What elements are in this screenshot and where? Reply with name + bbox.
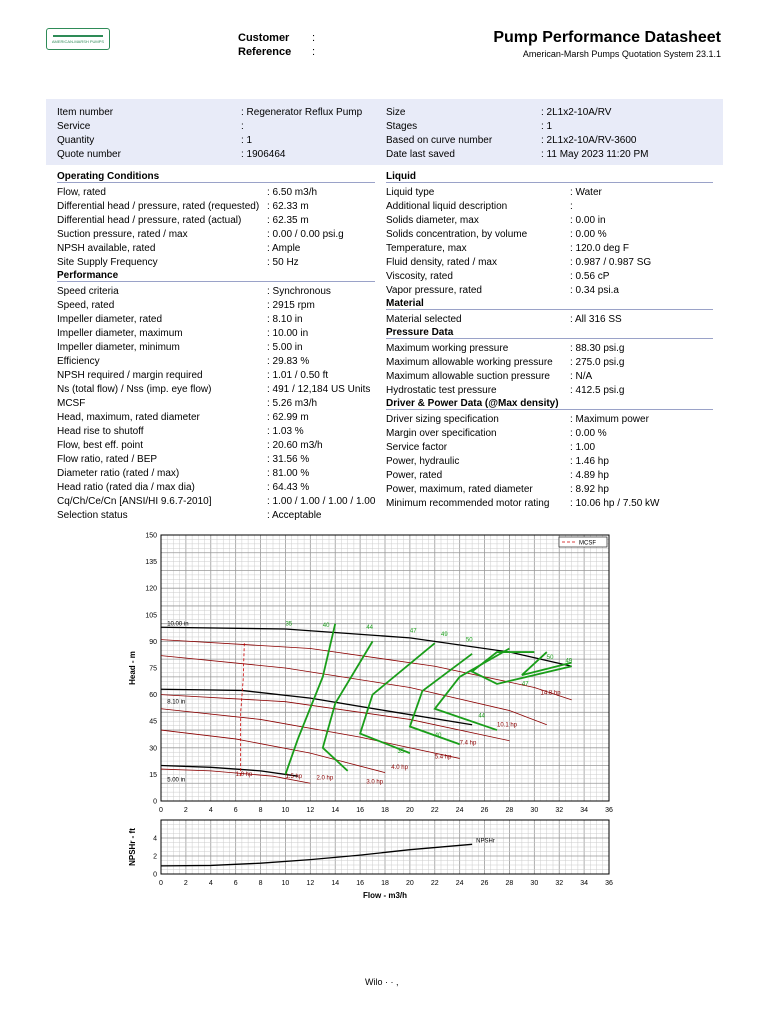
field-label: Cq/Ch/Ce/Cn [ANSI/HI 9.6.7-2010] — [57, 496, 212, 507]
field-value: : 20.60 m3/h — [267, 440, 323, 451]
info-label: Service — [57, 121, 91, 132]
field-label: Power, maximum, rated diameter — [386, 484, 533, 495]
x-tick-label: 0 — [159, 807, 163, 814]
curve-label: 8.10 in — [167, 699, 186, 706]
series-name-label: NPSHr — [476, 838, 495, 845]
y-tick-label: 60 — [149, 692, 157, 700]
field-value: : 0.00 in — [570, 215, 606, 226]
section-title: Liquid — [386, 171, 713, 183]
curve-label: 35 — [397, 749, 405, 756]
field-label: NPSH available, rated — [57, 243, 156, 254]
field-label: Service factor — [386, 442, 448, 453]
field-value: : 1.00 / 1.00 / 1.00 / 1.00 — [267, 496, 376, 507]
field-label: Efficiency — [57, 356, 100, 367]
info-value: : — [241, 121, 244, 132]
x-tick-label: 6 — [233, 807, 238, 814]
field-value: : Water — [570, 187, 602, 198]
info-label: Quote number — [57, 149, 121, 160]
x-tick-label: 12 — [306, 880, 315, 887]
x-tick-label: 34 — [580, 880, 589, 887]
y-tick-label: 45 — [149, 718, 157, 726]
x-tick-label: 28 — [505, 880, 514, 887]
customer-colon: : — [312, 32, 316, 44]
field-value: : 0.00 / 0.00 psi.g — [267, 229, 344, 240]
info-label: Stages — [386, 121, 418, 132]
info-label: Quantity — [57, 135, 95, 146]
field-value: : All 316 SS — [570, 314, 622, 325]
field-value: : 0.987 / 0.987 SG — [570, 257, 652, 268]
x-tick-label: 10 — [281, 807, 290, 814]
y-tick-label: 150 — [145, 532, 157, 540]
field-label: Head, maximum, rated diameter — [57, 412, 200, 423]
logo-text: AMERICAN-MARSH PUMPS — [51, 39, 105, 44]
field-label: Additional liquid description — [386, 201, 508, 212]
section-title: Pressure Data — [386, 327, 713, 339]
reference-colon: : — [312, 46, 316, 58]
field-value: : 5.26 m3/h — [267, 398, 318, 409]
field-value: : 10.06 hp / 7.50 kW — [570, 498, 660, 509]
field-label: Temperature, max — [386, 243, 467, 254]
field-value: : Ample — [267, 243, 301, 254]
x-tick-label: 4 — [208, 807, 213, 814]
field-value: : 10.00 in — [267, 328, 309, 339]
curve-label: 2.0 hp — [316, 775, 334, 782]
field-label: Impeller diameter, rated — [57, 314, 163, 325]
y-tick-label: 0 — [153, 871, 157, 879]
field-label: Head rise to shutoff — [57, 426, 144, 437]
field-label: Power, hydraulic — [386, 456, 460, 467]
curve-label: 4.0 hp — [391, 765, 408, 772]
field-label: NPSH required / margin required — [57, 370, 203, 381]
customer-label: Customer — [238, 32, 290, 44]
field-value: : 88.30 psi.g — [570, 343, 625, 354]
x-tick-label: 14 — [331, 807, 340, 814]
field-value: : Synchronous — [267, 286, 331, 297]
info-value: : 1 — [241, 135, 253, 146]
y-tick-label: 2 — [153, 853, 157, 861]
field-value: : 6.50 m3/h — [267, 187, 318, 198]
field-value: : 2915 rpm — [267, 300, 315, 311]
x-tick-label: 26 — [480, 880, 489, 887]
field-label: Differential head / pressure, rated (actual) — [57, 215, 242, 226]
series-line — [241, 641, 245, 776]
field-value: : 62.33 m — [267, 201, 309, 212]
field-label: Selection status — [57, 510, 128, 521]
field-value: : 31.56 % — [267, 454, 310, 465]
x-tick-label: 36 — [605, 807, 613, 814]
field-label: Speed, rated — [57, 300, 115, 311]
section-title: Driver & Power Data (@Max density) — [386, 398, 713, 410]
curve-label: 40 — [434, 733, 442, 740]
field-label: Hydrostatic test pressure — [386, 385, 497, 396]
field-label: Ns (total flow) / Nss (imp. eye flow) — [57, 384, 212, 395]
y-tick-label: 0 — [153, 798, 157, 806]
info-value: : 1906464 — [241, 149, 286, 160]
x-tick-label: 28 — [505, 807, 514, 814]
field-label: Diameter ratio (rated / max) — [57, 468, 180, 479]
field-label: Power, rated — [386, 470, 443, 481]
field-value: : 62.99 m — [267, 412, 309, 423]
field-label: Fluid density, rated / max — [386, 257, 497, 268]
field-label: Differential head / pressure, rated (requested) — [57, 201, 260, 212]
field-value: : 0.56 cP — [570, 271, 610, 282]
field-value: : 8.92 hp — [570, 484, 609, 495]
info-label: Based on curve number — [386, 135, 493, 146]
x-tick-label: 36 — [605, 880, 613, 887]
x-tick-label: 26 — [480, 807, 489, 814]
field-value: : 8.10 in — [267, 314, 303, 325]
curve-label: 10.1 hp — [497, 722, 518, 729]
curve-label: 40 — [322, 623, 330, 630]
field-label: Flow, best eff. point — [57, 440, 143, 451]
field-label: Solids diameter, max — [386, 215, 479, 226]
x-tick-label: 24 — [455, 807, 464, 814]
x-tick-label: 4 — [208, 880, 213, 887]
x-tick-label: 32 — [555, 880, 564, 887]
field-value: : 0.34 psi.a — [570, 285, 619, 296]
reference-label: Reference — [238, 46, 292, 58]
field-value: : 4.89 hp — [570, 470, 609, 481]
field-value: : 0.00 % — [570, 229, 607, 240]
section-title: Performance — [57, 270, 375, 282]
curve-label: 1.0 hp — [235, 772, 253, 779]
y-tick-label: 105 — [145, 612, 157, 620]
x-tick-label: 18 — [381, 807, 389, 814]
field-value: : 412.5 psi.g — [570, 385, 625, 396]
curve-label: 1.5 hp — [285, 773, 303, 780]
field-value: : 64.43 % — [267, 482, 310, 493]
field-value: : 1.03 % — [267, 426, 304, 437]
field-value: : 1.01 / 0.50 ft — [267, 370, 329, 381]
curve-label: 44 — [478, 713, 486, 720]
x-tick-label: 34 — [580, 807, 589, 814]
info-value: : 2L1x2-10A/RV-3600 — [541, 135, 637, 146]
x-tick-label: 8 — [258, 880, 263, 887]
page-subtitle: American-Marsh Pumps Quotation System 23.1.1 — [522, 49, 721, 59]
field-label: Site Supply Frequency — [57, 257, 158, 268]
x-tick-label: 22 — [430, 807, 439, 814]
field-label: MCSF — [57, 398, 86, 409]
y-axis-label: Head - m — [128, 651, 137, 685]
x-tick-label: 2 — [183, 880, 188, 887]
field-label: Impeller diameter, minimum — [57, 342, 180, 353]
field-value: : — [570, 201, 573, 212]
x-tick-label: 30 — [530, 807, 539, 814]
curve-label: 47 — [409, 628, 417, 635]
field-label: Flow ratio, rated / BEP — [57, 454, 158, 465]
field-label: Margin over specification — [386, 428, 497, 439]
field-value: : 491 / 12,184 US Units — [267, 384, 371, 395]
field-label: Liquid type — [386, 187, 435, 198]
section-title: Material — [386, 298, 713, 310]
field-label: Material selected — [386, 314, 462, 325]
x-tick-label: 14 — [331, 880, 340, 887]
y-tick-label: 30 — [149, 745, 157, 753]
curve-label: 5.4 hp — [434, 754, 452, 761]
info-value: : 1 — [541, 121, 553, 132]
x-tick-label: 8 — [258, 807, 263, 814]
field-value: : 1.00 — [570, 442, 596, 453]
field-label: Vapor pressure, rated — [386, 285, 482, 296]
y-axis-label: NPSHr - ft — [128, 828, 137, 866]
field-label: Speed criteria — [57, 286, 119, 297]
curve-label: 3.0 hp — [366, 779, 384, 786]
field-label: Impeller diameter, maximum — [57, 328, 183, 339]
x-tick-label: 20 — [405, 807, 414, 814]
field-value: : Maximum power — [570, 414, 649, 425]
field-label: Suction pressure, rated / max — [57, 229, 188, 240]
info-label: Date last saved — [386, 149, 455, 160]
curve-label: 47 — [521, 681, 529, 688]
y-tick-label: 135 — [145, 559, 157, 567]
y-tick-label: 90 — [149, 638, 157, 646]
x-tick-label: 18 — [381, 880, 389, 887]
x-axis-label: Flow - m3/h — [363, 891, 407, 900]
field-label: Driver sizing specification — [386, 414, 499, 425]
field-value: : 5.00 in — [267, 342, 303, 353]
field-label: Maximum working pressure — [386, 343, 509, 354]
x-tick-label: 12 — [306, 807, 315, 814]
field-value: : 120.0 deg F — [570, 243, 629, 254]
y-tick-label: 120 — [145, 585, 157, 593]
field-label: Solids concentration, by volume — [386, 229, 528, 240]
page-title: Pump Performance Datasheet — [493, 29, 721, 46]
field-label: Minimum recommended motor rating — [386, 498, 550, 509]
curve-label: 10.00 in — [167, 621, 189, 628]
legend-entry: MCSF — [579, 540, 596, 547]
x-tick-label: 30 — [530, 880, 539, 887]
x-tick-label: 10 — [281, 880, 290, 887]
x-tick-label: 22 — [430, 880, 439, 887]
x-tick-label: 32 — [555, 807, 564, 814]
section-title: Operating Conditions — [57, 171, 375, 183]
field-label: Head ratio (rated dia / max dia) — [57, 482, 195, 493]
x-tick-label: 24 — [455, 880, 464, 887]
info-label: Item number — [57, 107, 114, 118]
curve-label: 49 — [565, 658, 573, 665]
field-value: : 81.00 % — [267, 468, 310, 479]
x-tick-label: 16 — [356, 807, 365, 814]
curve-label: 5.00 in — [167, 777, 186, 784]
x-tick-label: 0 — [159, 880, 163, 887]
curve-label: 50 — [546, 655, 554, 662]
y-tick-label: 4 — [153, 835, 157, 843]
footer-text: Wilo · · , — [365, 977, 399, 987]
curve-label: 7.4 hp — [459, 740, 477, 747]
curve-label: 49 — [441, 632, 448, 639]
field-value: : 62.35 m — [267, 215, 309, 226]
field-label: Viscosity, rated — [386, 271, 453, 282]
field-value: : Acceptable — [267, 510, 322, 521]
y-tick-label: 15 — [149, 771, 157, 779]
field-value: : 29.83 % — [267, 356, 310, 367]
field-value: : 1.46 hp — [570, 456, 609, 467]
field-value: : 50 Hz — [267, 257, 299, 268]
curve-label: 50 — [465, 637, 473, 644]
curve-label: 44 — [366, 624, 374, 631]
info-value: : 2L1x2-10A/RV — [541, 107, 612, 118]
info-value: : 11 May 2023 11:20 PM — [541, 149, 649, 160]
field-label: Maximum allowable working pressure — [386, 357, 553, 368]
curve-label: 35 — [285, 621, 293, 628]
x-tick-label: 2 — [183, 807, 188, 814]
x-tick-label: 16 — [356, 880, 365, 887]
info-value: : Regenerator Reflux Pump — [241, 107, 363, 118]
info-label: Size — [386, 107, 406, 118]
field-label: Maximum allowable suction pressure — [386, 371, 550, 382]
y-tick-label: 75 — [149, 665, 157, 673]
field-value: : 275.0 psi.g — [570, 357, 625, 368]
field-value: : N/A — [570, 371, 593, 382]
curve-label: 14.8 hp — [540, 690, 561, 697]
x-tick-label: 20 — [405, 880, 414, 887]
x-tick-label: 6 — [233, 880, 238, 887]
field-value: : 0.00 % — [570, 428, 607, 439]
field-label: Flow, rated — [57, 187, 106, 198]
